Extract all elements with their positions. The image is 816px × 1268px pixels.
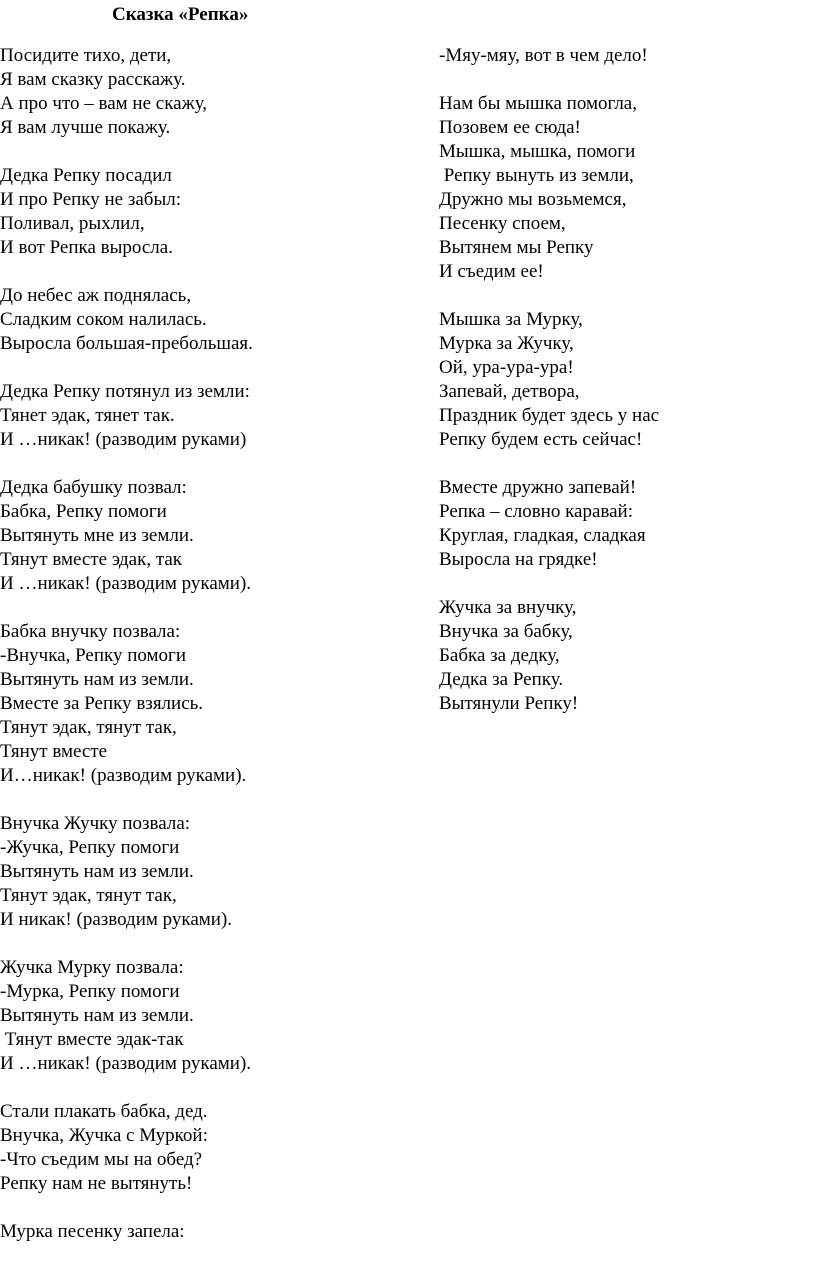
poem-line: Выросла на грядке! (439, 549, 598, 570)
poem-line: Тянут эдак, тянут так, (0, 717, 177, 738)
poem-line: И …никак! (разводим руками) (0, 429, 247, 450)
poem-line: Вытянем мы Репку (439, 237, 594, 258)
poem-line: Бабка за дедку, (439, 645, 560, 666)
poem-line: Мурка песенку запела: (0, 1221, 185, 1242)
poem-line: Вместе за Репку взялись. (0, 693, 204, 714)
poem-line: Мышка за Мурку, (439, 309, 583, 330)
poem-line: Ой, ура-ура-ура! (439, 357, 574, 378)
poem-line: Я вам сказку расскажу. (0, 69, 186, 90)
poem-line: Праздник будет здесь у нас (439, 405, 660, 426)
stanza (0, 164, 420, 260)
poem-line: Вытянуть нам из земли. (0, 1005, 194, 1026)
stanza (439, 92, 816, 284)
poem-line: Вместе дружно запевай! (439, 477, 637, 498)
stanza (0, 476, 420, 596)
poem-line: Тянут эдак, тянут так, (0, 885, 177, 906)
poem-line: Тянут вместе (0, 741, 108, 762)
poem-line: Тянет эдак, тянет так. (0, 405, 175, 426)
poem-line: И съедим ее! (439, 261, 544, 282)
stanza (0, 1220, 420, 1244)
poem-line: -Внучка, Репку помоги (0, 645, 187, 666)
poem-line: Вытянули Репку! (439, 693, 579, 714)
stanza (439, 596, 816, 716)
poem-line: А про что – вам не скажу, (0, 93, 208, 114)
stanza (0, 956, 420, 1076)
poem-line: Внучка Жучку позвала: (0, 813, 191, 834)
poem-line: Мышка, мышка, помоги (439, 141, 636, 162)
poem-line: -Мурка, Репку помоги (0, 981, 180, 1002)
stanza (0, 812, 420, 932)
poem-line: Мурка за Жучку, (439, 333, 574, 354)
stanza (439, 308, 816, 452)
poem-line: Дедка за Репку. (439, 669, 564, 690)
stanza (439, 476, 816, 572)
poem-line: Выросла большая-пребольшая. (0, 333, 253, 354)
poem-line: Жучка за внучку, (439, 597, 577, 618)
poem-line: Бабка, Репку помоги (0, 501, 167, 522)
stanza (0, 284, 420, 356)
stanza (0, 1100, 420, 1196)
poem-line: И…никак! (разводим руками). (0, 765, 247, 786)
poem-line: Дедка бабушку позвал: (0, 477, 187, 498)
poem-line: Репку будем есть сейчас! (439, 429, 643, 450)
poem-line: Нам бы мышка помогла, (439, 93, 637, 114)
poem-line: Запевай, детвора, (439, 381, 580, 402)
right-column (439, 44, 816, 740)
left-column (0, 44, 420, 1268)
poem-line: И никак! (разводим руками). (0, 909, 233, 930)
poem-line: Жучка Мурку позвала: (0, 957, 184, 978)
stanza (439, 44, 816, 68)
poem-line: До небес аж поднялась, (0, 285, 192, 306)
poem-line: Сладким соком налилась. (0, 309, 207, 330)
poem-line: Песенку споем, (439, 213, 566, 234)
poem-line: -Жучка, Репку помоги (0, 837, 180, 858)
poem-line: -Мяу-мяу, вот в чем дело! (439, 45, 648, 66)
poem-line: Внучка за бабку, (439, 621, 573, 642)
poem-line: Дедка Репку потянул из земли: (0, 381, 250, 402)
poem-line: Посидите тихо, дети, (0, 45, 172, 66)
poem-line: Я вам лучше покажу. (0, 117, 171, 138)
stanza (0, 380, 420, 452)
poem-line: Вытянуть нам из земли. (0, 861, 194, 882)
poem-line: Позовем ее сюда! (439, 117, 581, 138)
poem-line: И …никак! (разводим руками). (0, 1053, 252, 1074)
poem-line: Тянут вместе эдак, так (0, 549, 183, 570)
stanza (0, 620, 420, 788)
poem-line: Вытянуть мне из земли. (0, 525, 194, 546)
poem-line: Репку вынуть из земли, (439, 165, 634, 186)
poem-line: Дедка Репку посадил (0, 165, 172, 186)
stanza (0, 44, 420, 140)
poem-line: Поливал, рыхлил, (0, 213, 145, 234)
poem-line: И про Репку не забыл: (0, 189, 182, 210)
poem-line: Дружно мы возьмемся, (439, 189, 627, 210)
poem-line: -Что съедим мы на обед? (0, 1149, 203, 1170)
poem-line: Репку нам не вытянуть! (0, 1173, 193, 1194)
poem-line: Репка – словно каравай: (439, 501, 634, 522)
poem-line: Тянут вместе эдак-так (0, 1029, 184, 1050)
poem-line: Вытянуть нам из земли. (0, 669, 194, 690)
poem-line: Бабка внучку позвала: (0, 621, 181, 642)
poem-line: И …никак! (разводим руками). (0, 573, 252, 594)
document-title: Сказка «Репка» (112, 4, 249, 25)
poem-line: И вот Репка выросла. (0, 237, 173, 258)
poem-line: Внучка, Жучка с Муркой: (0, 1125, 208, 1146)
poem-line: Круглая, гладкая, сладкая (439, 525, 646, 546)
poem-line: Стали плакать бабка, дед. (0, 1101, 208, 1122)
